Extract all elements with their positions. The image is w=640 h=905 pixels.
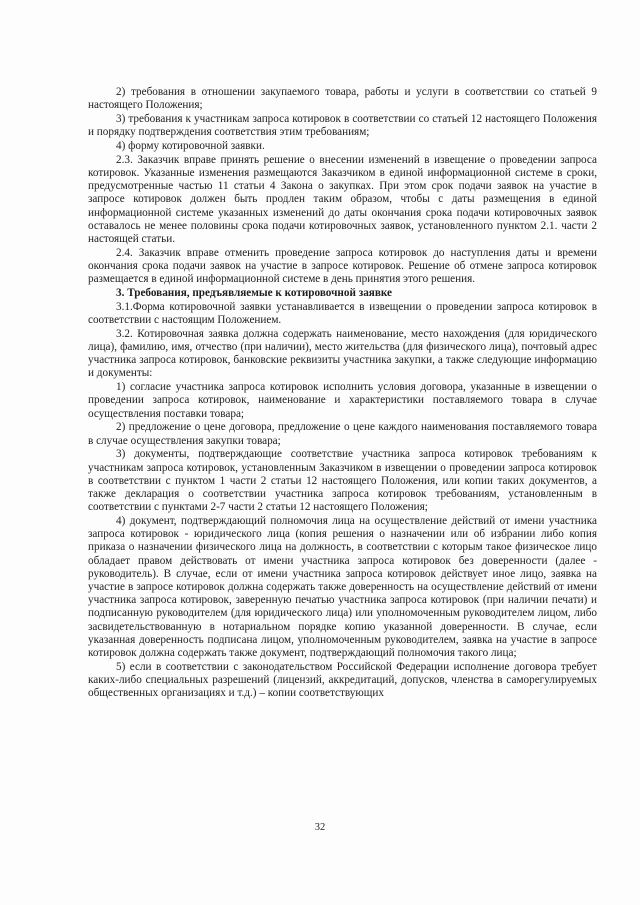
list-item-2: 2) предложение о цене договора, предложение о цене каждого наименования поставляемого товара в случае осуществления закупки товара;	[88, 421, 597, 447]
list-item-4: 4) документ, подтверждающий полномочия лица на осуществление действий от имени участника запроса котировок - юридического лица (копия решения о назначении или об избрании либо копия приказа о назначении физического лица на должность, в соответствии с которым такое физическое лицо обладает правом действовать от имени участника запроса котировок без доверенности (далее - руководитель). В случае, если от имени участника запроса котировок действует иное лицо, заявка на участие в запросе котировок должна содержать также доверенность на осуществление действий от имени участника запроса котировок, заверенную печатью участника запроса котировок (при наличии печати) и подписанную руководителем (для юридического лица) или уполномоченным руководителем лицом, либо засвидетельствованную в нотариальном порядке копию указанной доверенности. В случае, если указанная доверенность подписана лицом, уполномоченным руководителем, заявка на участие в запросе котировок должна содержать также документ, подтверждающий полномочия такого лица;	[88, 515, 597, 660]
paragraph-3-1: 3.1.Форма котировочной заявки устанавливается в извещении о проведении запроса котировок в соответствии с настоящим Положением.	[88, 300, 597, 327]
section-heading: 3. Требования, предъявляемые к котировочной заявке	[116, 287, 393, 300]
paragraph-item-4: 4) форму котировочной заявки.	[116, 140, 265, 152]
list-item-3: 3) документы, подтверждающие соответствие участника запроса котировок требованиям к участникам запроса котировок, установленным Заказчиком в извещении о проведении запроса котировок в соответствии с пунктом 1 части 2 статьи 12 настоящего Положения, или копии таких документов, а также декларация о соответствии участника запроса котировок требованиям, установленным в соответствии с пунктами 2-7 части 2 статьи 12 настоящего Положения;	[88, 448, 597, 514]
paragraph-item-3: 3) требования к участникам запроса котировок в соответствии со статьей 12 настоящего Положения и порядку подтверждения соответствия этим требованиям;	[88, 113, 597, 139]
paragraph-2-3: 2.3. Заказчик вправе принять решение о внесении изменений в извещение о проведении запроса котировок. Указанные изменения размещаются Заказчиком в единой информационной системе в сроки, предусмотренные частью 11 статьи 4 Закона о закупках. При этом срок подачи заявок на участие в запросе котировок должен быть продлен таким образом, чтобы с даты размещения в единой информационной системе указанных изменений до даты окончания срока подачи котировочных заявок оставалось не менее половины срока подачи котировочных заявок, установленного пунктом 2.1. части 2 настоящей статьи.	[88, 153, 597, 246]
page-number: 32	[314, 822, 326, 833]
paragraph-2-4: 2.4. Заказчик вправе отменить проведение запроса котировок до наступления даты и времени окончания срока подачи заявок на участие в запросе котировок. Решение об отмене запроса котировок размещается в единой информационной системе в день принятия этого решения.	[88, 246, 597, 286]
document-body	[88, 86, 597, 701]
paragraph-item-2: 2) требования в отношении закупаемого товара, работы и услуги в соответствии со статьей 9 настоящего Положения;	[88, 86, 597, 112]
list-item-1: 1) согласие участника запроса котировок исполнить условия договора, указанные в извещении о проведении запроса котировок, наименование и характеристики поставляемого товара в случае осуществления поставки товара;	[88, 381, 597, 420]
paragraph-3-2: 3.2. Котировочная заявка должна содержать наименование, место нахождения (для юридического лица), фамилию, имя, отчество (при наличии), место жительства (для физического лица), почтовый адрес участника запроса котировок, банковские реквизиты участника закупки, а также следующие информацию и документы:	[88, 327, 597, 380]
list-item-5: 5) если в соответствии с законодательством Российской Федерации исполнение договора требует каких-либо специальных разрешений (лицензий, аккредитаций, допусков, членства в саморегулируемых общественных организациях и т.д.) – копии соответствующих	[88, 660, 597, 700]
